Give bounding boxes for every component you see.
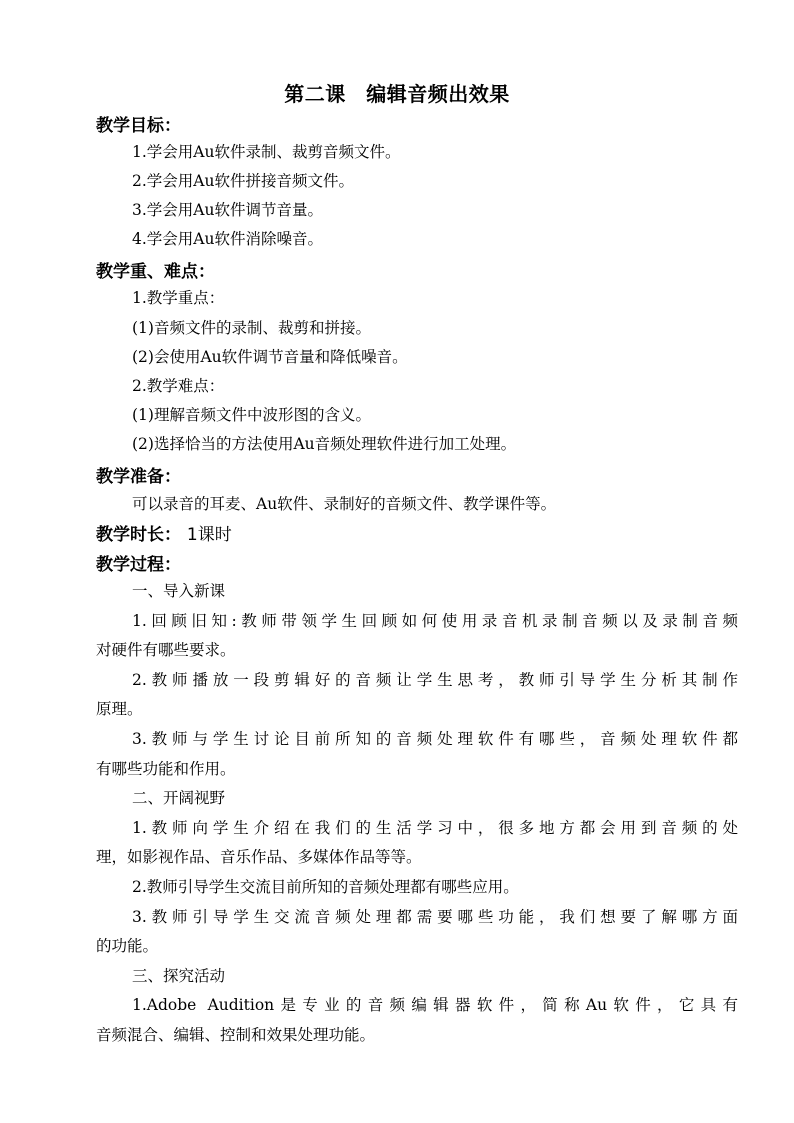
key-point-line: (2)会使用Au软件调节音量和降低噪音。 (132, 348, 408, 366)
lesson-title: 第二课 编辑音频出效果 (284, 82, 510, 106)
process-line: 音频混合、编辑、控制和效果处理功能。 (96, 1026, 376, 1044)
process-line: 原理。 (96, 700, 143, 719)
process-line: 2.教师播放一段剪辑好的音频让学生思考，教师引导学生分析其制作 (132, 670, 738, 689)
key-point-line: 2.教学难点： (132, 377, 225, 395)
goal-item: 2.学会用Au软件拼接音频文件。 (132, 172, 354, 190)
process-line: 的功能。 (96, 937, 159, 956)
duration-value: 1课时 (186, 525, 232, 545)
process-heading: 教学过程： (96, 555, 181, 575)
key-point-line: (2)选择恰当的方法使用Au音频处理软件进行加工处理。 (132, 435, 517, 453)
prep-text: 可以录音的耳麦、Au软件、录制好的音频文件、教学课件等。 (132, 495, 557, 513)
goal-item: 1.学会用Au软件录制、裁剪音频文件。 (132, 143, 401, 161)
prep-heading: 教学准备： (96, 467, 181, 487)
process-line: 三、探究活动 (132, 966, 226, 985)
key-points-heading: 教学重、难点： (96, 262, 215, 282)
process-line: 1.Adobe Audition是专业的音频编辑器软件，简称Au软件，它具有 (132, 996, 738, 1015)
process-line: 1.回顾旧知:教师带领学生回顾如何使用录音机录制音频以及录制音频 (132, 611, 738, 630)
goal-item: 4.学会用Au软件消除噪音。 (132, 230, 323, 248)
process-line: 有哪些功能和作用。 (96, 759, 236, 778)
process-line: 3.教师引导学生交流音频处理都需要哪些功能，我们想要了解哪方面 (132, 907, 738, 926)
process-line: 3.教师与学生讨论目前所知的音频处理软件有哪些，音频处理软件都 (132, 730, 738, 748)
duration-heading (96, 520, 232, 545)
duration-label: 教学时长： (96, 525, 181, 545)
goals-heading: 教学目标： (96, 116, 181, 136)
goal-item: 3.学会用Au软件调节音量。 (132, 201, 323, 219)
process-line: 1.教师向学生介绍在我们的生活学习中，很多地方都会用到音频的处 (132, 818, 738, 837)
key-point-line: (1)理解音频文件中波形图的含义。 (132, 406, 371, 424)
process-line: 理，如影视作品、音乐作品、多媒体作品等等。 (96, 848, 422, 867)
key-point-line: 1.教学重点： (132, 289, 225, 307)
process-line: 一、导入新课 (132, 582, 226, 600)
key-point-line: (1)音频文件的录制、裁剪和拼接。 (132, 319, 371, 337)
process-line: 对硬件有哪些要求。 (96, 641, 236, 660)
process-line: 二、开阔视野 (132, 789, 226, 808)
process-line: 2.教师引导学生交流目前所知的音频处理都有哪些应用。 (132, 878, 519, 896)
